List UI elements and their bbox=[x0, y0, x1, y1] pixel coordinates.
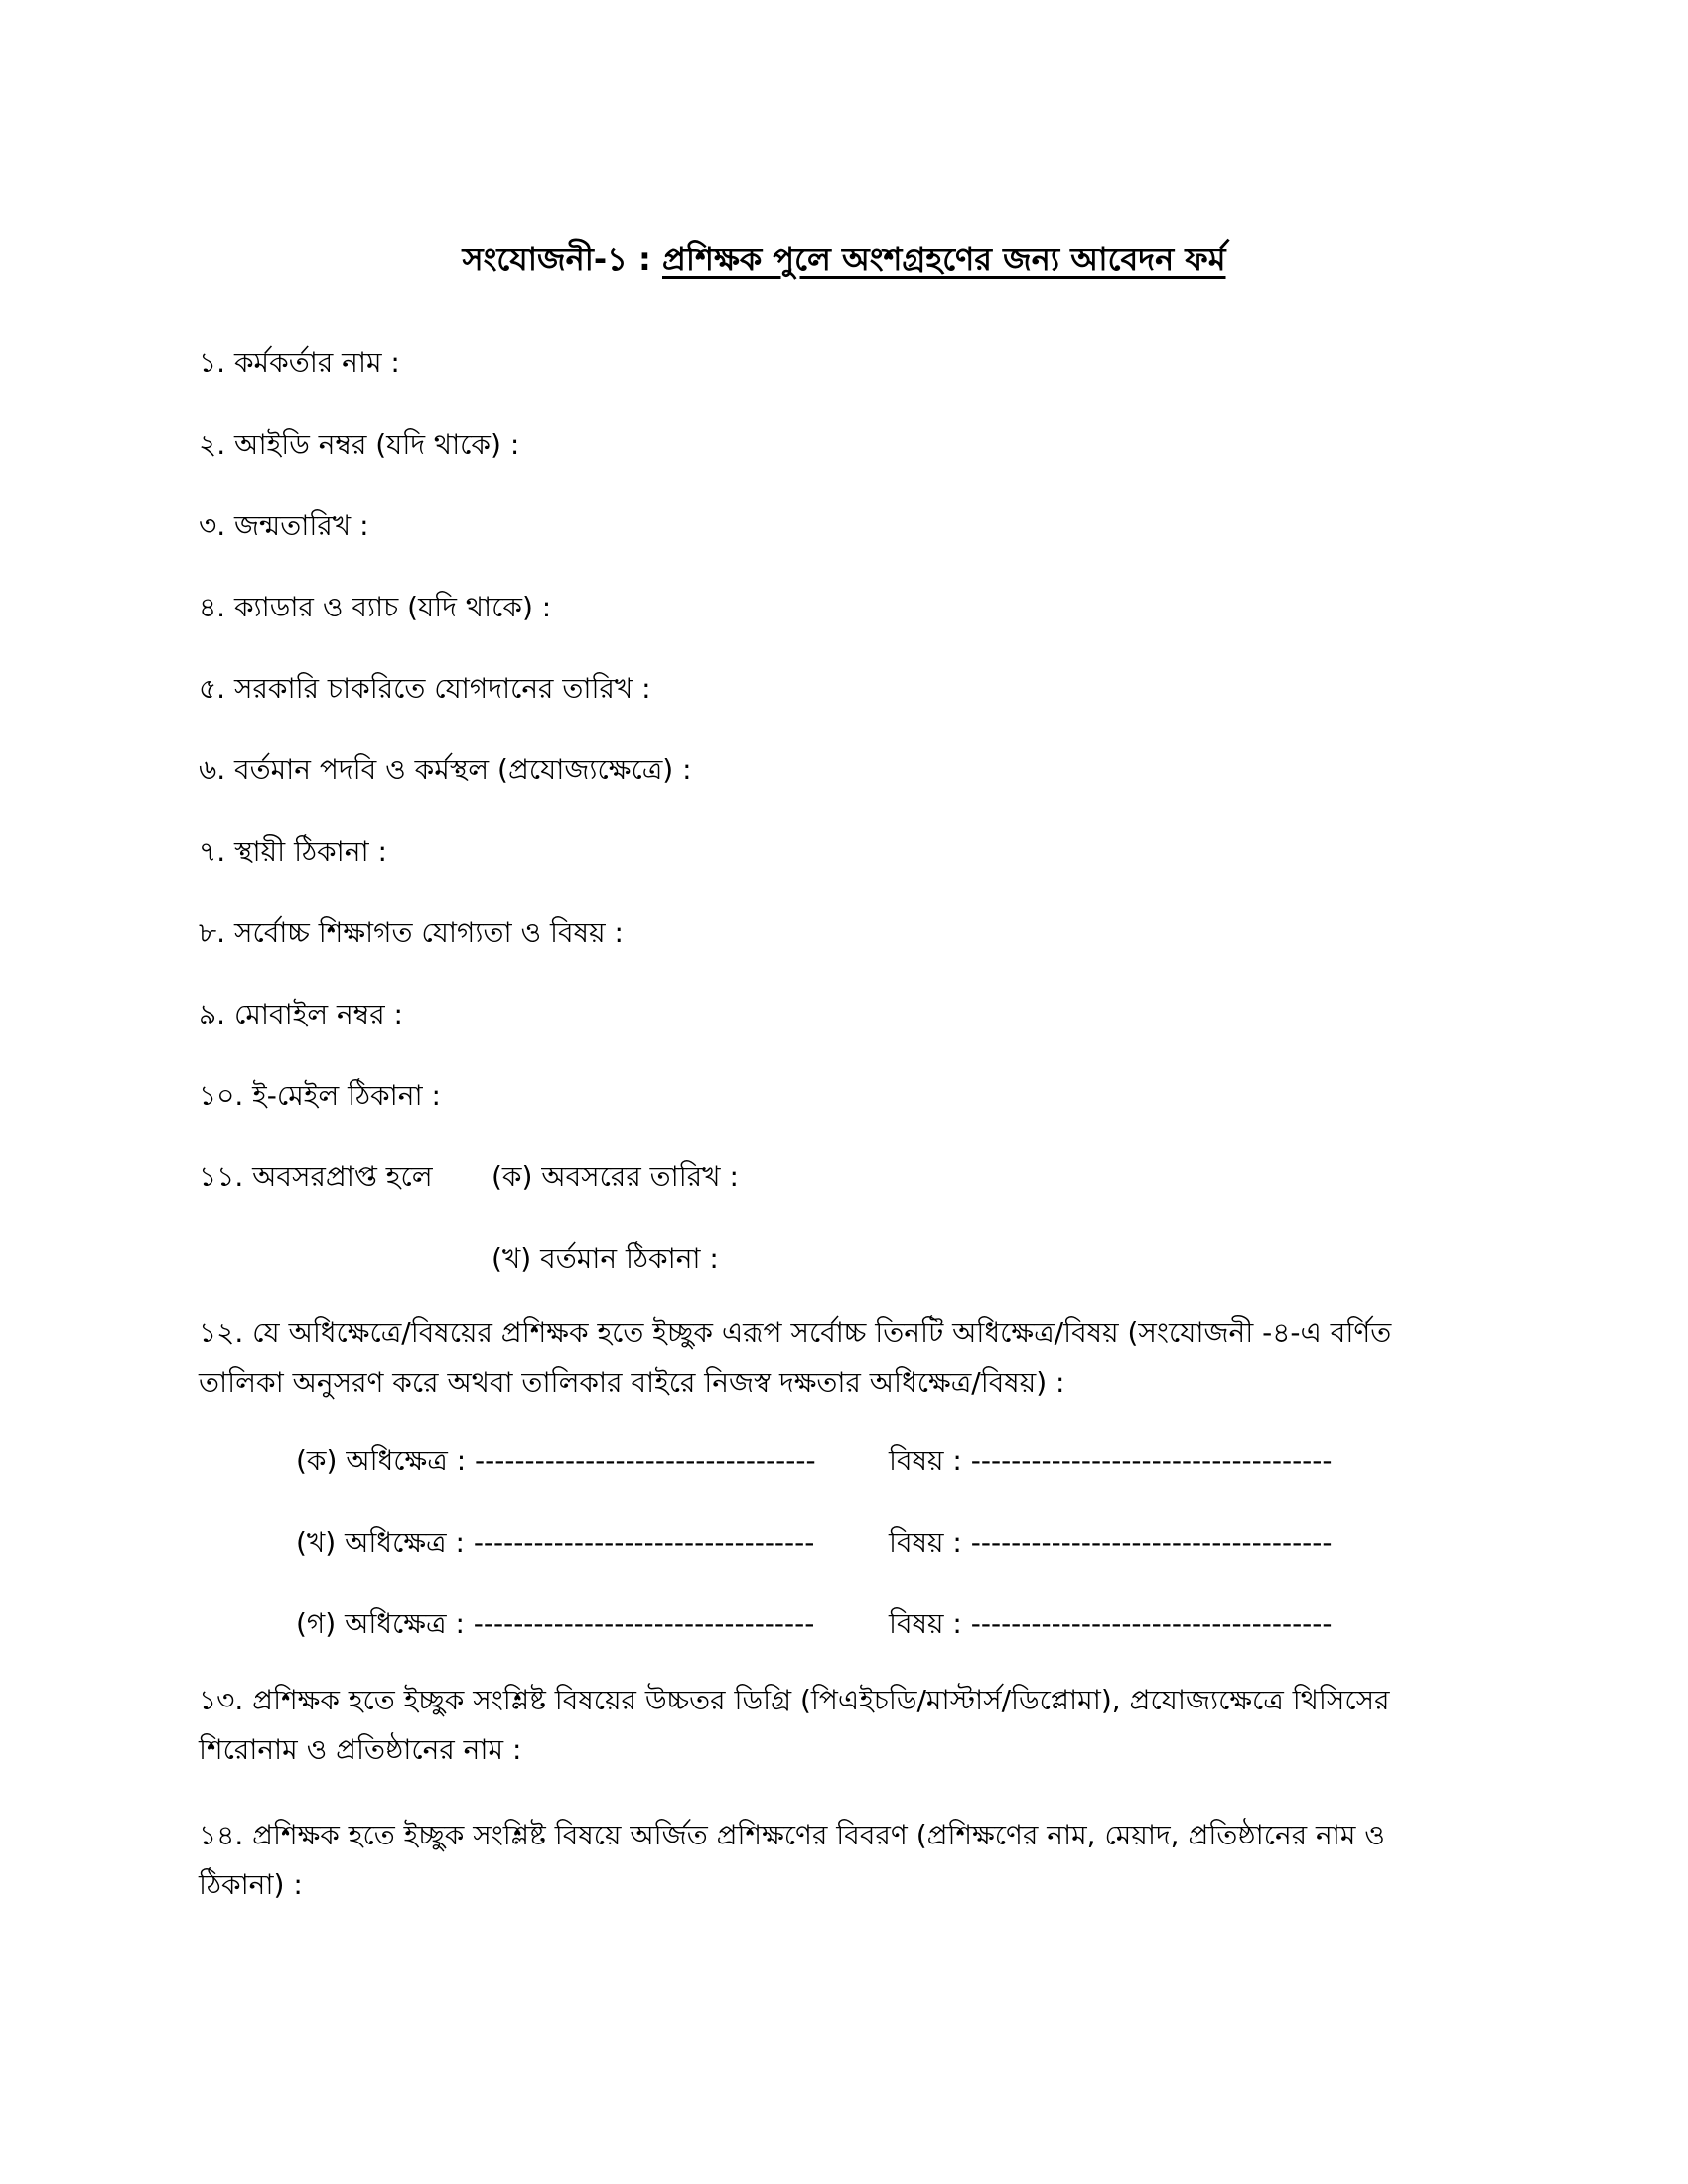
field-permanent-address: ৭. স্থায়ী ঠিকানা : bbox=[199, 835, 387, 868]
field-officer-name: ১. কর্মকর্তার নাম : bbox=[199, 346, 400, 379]
field-retired-label: ১১. অবসরপ্রাপ্ত হলে bbox=[199, 1160, 433, 1193]
field-designation-workplace: ৬. বর্তমান পদবি ও কর্মস্থল (প্রযোজ্যক্ষেত্রে) : bbox=[199, 753, 692, 786]
form-title bbox=[0, 234, 1688, 288]
field-education: ৮. সর্বোচ্চ শিক্ষাগত যোগ্যতা ও বিষয় : bbox=[199, 916, 624, 949]
title-main: প্রশিক্ষক পুলে অংশগ্রহণের জন্য আবেদন ফর্ম bbox=[662, 240, 1226, 278]
item-14-text: ১৪. প্রশিক্ষক হতে ইচ্ছুক সংশ্লিষ্ট বিষয়ে অর্জিত প্রশিক্ষণের বিবরণ (প্রশিক্ষণের নাম, মেয়াদ, প্রতিষ্ঠানের নাম ও ঠিকানা) : bbox=[199, 1819, 1385, 1901]
field-joining-date: ৫. সরকারি চাকরিতে যোগদানের তারিখ : bbox=[199, 672, 651, 705]
title-prefix: সংযোজনী-১ : bbox=[462, 240, 662, 278]
jurisdiction-option-a: (ক) অধিক্ষেত্র : ---------------------------------- bbox=[296, 1444, 816, 1477]
subject-option-c: বিষয় : ------------------------------------ bbox=[889, 1607, 1333, 1640]
item-13-text: ১৩. প্রশিক্ষক হতে ইচ্ছুক সংশ্লিষ্ট বিষয়ের উচ্চতর ডিগ্রি (পিএইচডি/মাস্টার্স/ডিপ্লোমা), প্রযোজ্যক্ষেত্রে থিসিসের শিরোনাম ও প্রতিষ্ঠানের নাম : bbox=[199, 1684, 1390, 1766]
field-current-address: (খ) বর্তমান ঠিকানা : bbox=[492, 1242, 719, 1275]
subject-option-a: বিষয় : ------------------------------------ bbox=[889, 1444, 1333, 1477]
jurisdiction-option-b: (খ) অধিক্ষেত্র : ---------------------------------- bbox=[296, 1526, 815, 1559]
field-cadre-batch: ৪. ক্যাডার ও ব্যাচ (যদি থাকে) : bbox=[199, 591, 552, 623]
subject-option-b: বিষয় : ------------------------------------ bbox=[889, 1526, 1333, 1559]
field-mobile: ৯. মোবাইল নম্বর : bbox=[199, 998, 403, 1030]
jurisdiction-option-c: (গ) অধিক্ষেত্র : ---------------------------------- bbox=[296, 1607, 815, 1640]
field-retirement-date: (ক) অবসরের তারিখ : bbox=[492, 1160, 739, 1193]
field-id-number: ২. আইডি নম্বর (যদি থাকে) : bbox=[199, 428, 520, 461]
field-email: ১০. ই-মেইল ঠিকানা : bbox=[199, 1079, 441, 1112]
field-date-of-birth: ৩. জন্মতারিখ : bbox=[199, 509, 369, 542]
item-12-text: ১২. যে অধিক্ষেত্রে/বিষয়ের প্রশিক্ষক হতে ইচ্ছুক এরূপ সর্বোচ্চ তিনটি অধিক্ষেত্র/বিষয় (সংযোজনী -৪-এ বর্ণিত তালিকা অনুসরণ করে অথবা তালিকার বাইরে নিজস্ব দক্ষতার অধিক্ষেত্র/বিষয়) : bbox=[199, 1316, 1392, 1399]
